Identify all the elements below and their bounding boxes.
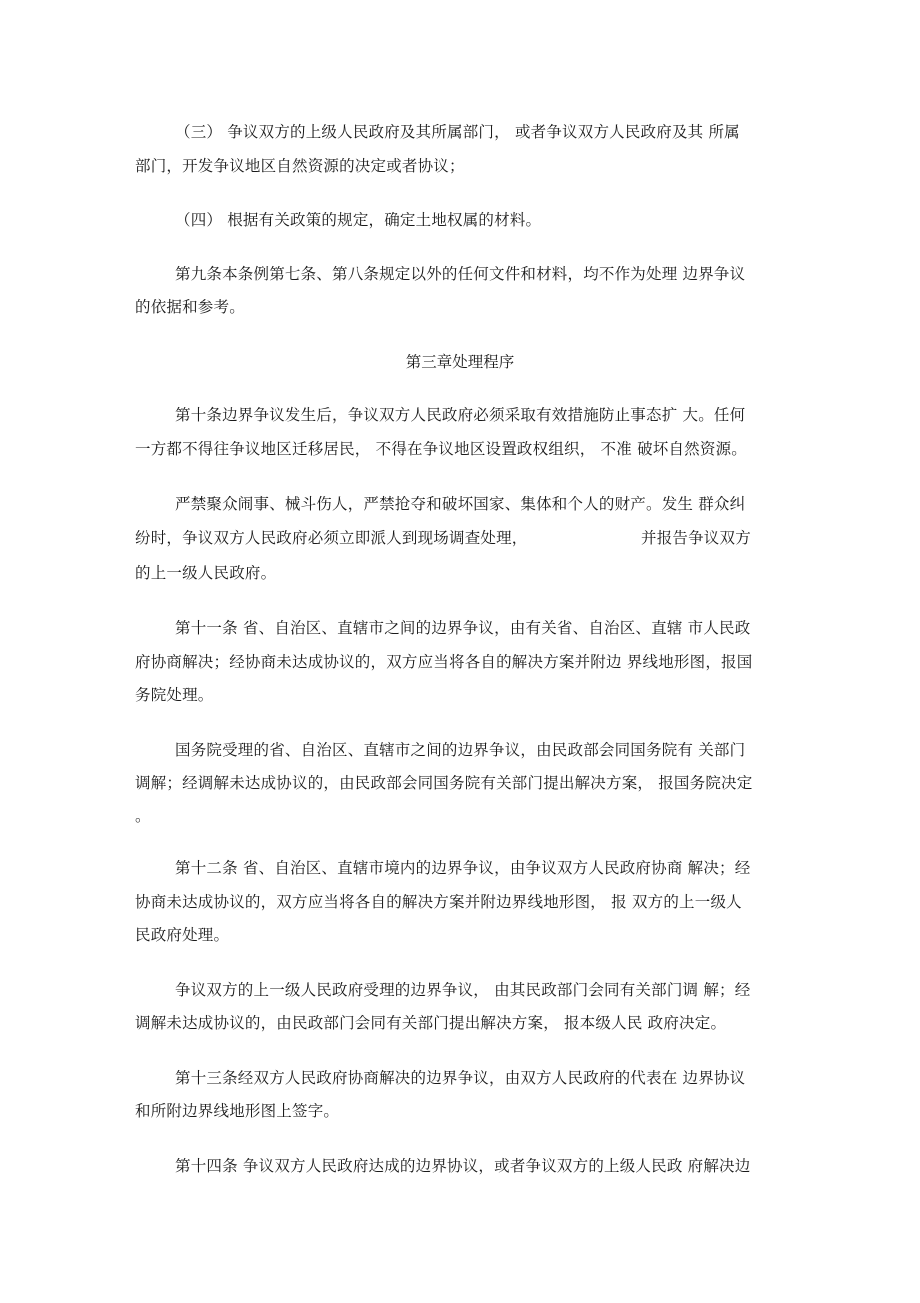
text-line: （四） 根据有关政策的规定，确定土地权属的材料。 — [175, 211, 542, 229]
text-line: 调解未达成协议的，由民政部门会同有关部门提出解决方案， 报本级人民 政府决定。 — [135, 1014, 727, 1032]
text-line: 府协商解决；经协商未达成协议的，双方应当将各自的解决方案并附边 界线地形图，报国 — [135, 653, 753, 671]
text-line: 第十二条 省、自治区、直辖市境内的边界争议，由争议双方人民政府协商 解决；经 — [175, 859, 751, 877]
text-line: 一方都不得往争议地区迁移居民， 不得在争议地区设置政权组织， 不准 破坏自然资源。 — [135, 440, 747, 458]
text-line: 第十三条经双方人民政府协商解决的边界争议，由双方人民政府的代表在 边界协议 — [175, 1069, 746, 1087]
text-line: 和所附边界线地形图上签字。 — [135, 1102, 340, 1120]
text-line: 第十条边界争议发生后，争议双方人民政府必须采取有效措施防止事态扩 大。任何 — [175, 406, 746, 424]
text-line: 第九条本条例第七条、第八条规定以外的任何文件和材料，均不作为处理 边界争议 — [175, 265, 746, 283]
text-line: 。 — [135, 807, 151, 825]
text-line: 严禁聚众闹事、械斗伤人，严禁抢夺和破坏国家、集体和个人的财产。发生 群众纠 — [175, 495, 746, 513]
text-line: 纷时，争议双方人民政府必须立即派人到现场调查处理， — [135, 529, 528, 547]
text-line: 调解；经调解未达成协议的，由民政部会同国务院有关部门提出解决方案， 报国务院决定 — [135, 774, 753, 792]
text-line: 民政府处理。 — [135, 926, 230, 944]
text-line: 国务院受理的省、自治区、直辖市之间的边界争议，由民政部会同国务院有 关部门 — [175, 741, 746, 759]
text-line: 协商未达成协议的，双方应当将各自的解决方案并附边界线地形图， 报 双方的上一级人 — [135, 893, 742, 911]
text-line: （三） 争议双方的上级人民政府及其所属部门， 或者争议双方人民政府及其 所属 — [175, 123, 740, 141]
text-line: 第十四条 争议双方人民政府达成的边界协议，或者争议双方的上级人民政 府解决边 — [175, 1157, 751, 1175]
text-line: 的上一级人民政府。 — [135, 564, 277, 582]
text-line: 第十一条 省、自治区、直辖市之间的边界争议，由有关省、自治区、直辖 市人民政 — [175, 619, 751, 637]
text-line: 的依据和参考。 — [135, 298, 245, 316]
chapter-heading: 第三章处理程序 — [405, 353, 515, 371]
text-line: 争议双方的上一级人民政府受理的边界争议， 由其民政部门会同有关部门调 解；经 — [175, 981, 751, 999]
text-line: 并报告争议双方 — [641, 529, 751, 547]
text-line: 部门，开发争议地区自然资源的决定或者协议； — [135, 157, 465, 175]
text-line: 务院处理。 — [135, 686, 214, 704]
